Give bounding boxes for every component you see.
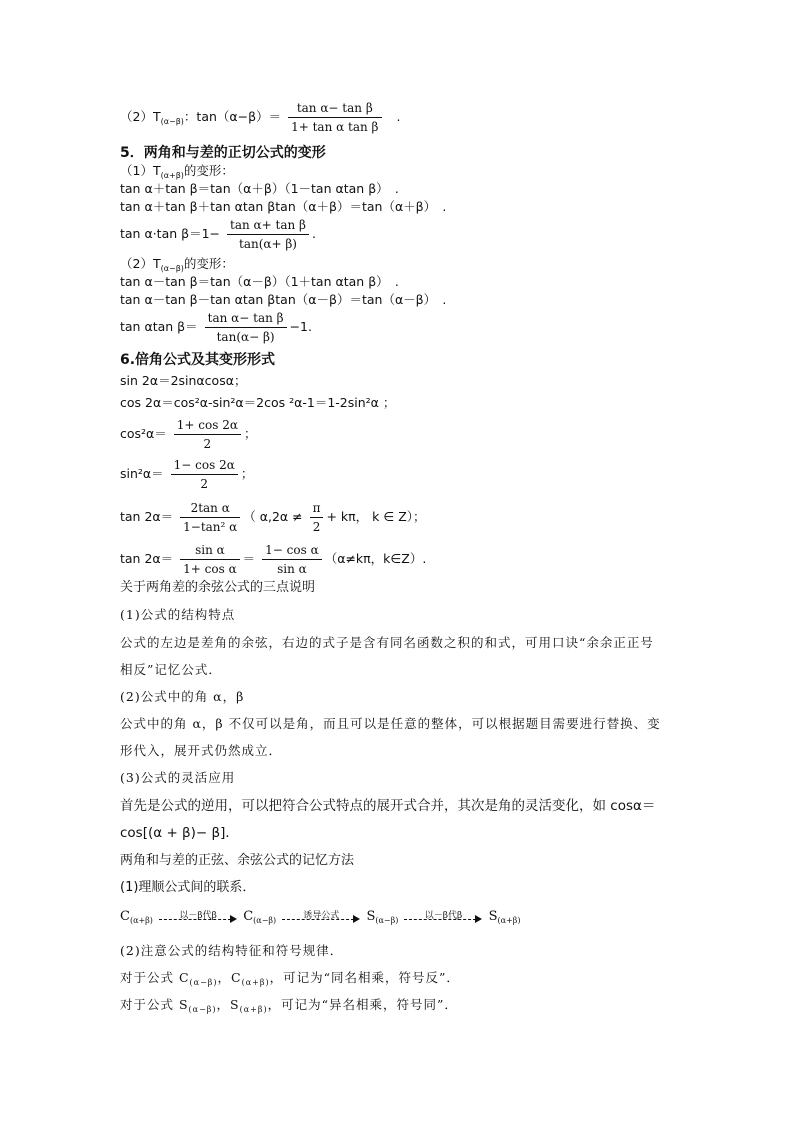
sec6-line-4 xyxy=(120,457,253,492)
memory-p4-c: ，可记为“异名相乘，符号同”． xyxy=(267,997,458,1012)
memory-p2: (2)注意公式的结构特征和符号规律． xyxy=(120,943,344,958)
sec5-sub1-sub: (α+β) xyxy=(160,171,184,180)
chain-arrow-1-label: 以－β代β xyxy=(179,910,217,921)
chain-c-plus-sub: (α+β) xyxy=(129,916,153,925)
chain-arrow-1 xyxy=(159,907,237,927)
sec6-l3-den: 2 xyxy=(203,437,212,451)
memory-p3-b: ，C xyxy=(217,970,242,985)
chain-arrow-2-label: 诱导公式 xyxy=(303,910,340,921)
chain-arrow-3-label: 以－β代β xyxy=(424,910,463,921)
arrow-right-icon xyxy=(230,915,237,923)
sec5-l3-prefix: tan α·tan β＝1− xyxy=(120,226,221,241)
memory-p3-c: ，可记为“同名相乘，符号反”． xyxy=(269,970,460,985)
sec5-line-6 xyxy=(120,310,312,345)
sec6-l4-num: 1− cos 2α xyxy=(171,457,238,475)
sec5-l3-fraction xyxy=(227,217,309,252)
sec6-l6-fraction-2 xyxy=(262,542,322,577)
cosine-notes-p1-body-2: 相反”记忆公式． xyxy=(120,662,222,677)
sec6-line-1: sin 2α＝2sinαcosα； xyxy=(120,373,247,388)
t-minus-sub: (α−β) xyxy=(160,117,184,126)
cosine-notes-p3-body-1: 首先是公式的逆用，可以把符合公式特点的展开式合并，其次是角的灵活变化，如 cosα＝ xyxy=(120,798,656,814)
chain-c-minus-sub: (α−β) xyxy=(253,916,277,925)
sec5-l6-suffix: −1. xyxy=(289,319,312,334)
sec6-l3-prefix: cos²α＝ xyxy=(120,426,167,441)
cosine-notes-title: 关于两角差的余弦公式的三点说明 xyxy=(120,580,316,595)
section-5-title: 5．两角和与差的正切公式的变形 xyxy=(120,145,326,161)
sec5-l6-fraction xyxy=(205,310,287,345)
sec6-l3-num: 1+ cos 2α xyxy=(174,417,241,435)
t-minus-num: tan α− tan β xyxy=(288,100,381,118)
cosine-notes-p3-head: (3)公式的灵活应用 xyxy=(120,770,236,785)
chain-c-minus: C xyxy=(243,909,254,924)
chain-c-plus: C xyxy=(120,909,130,924)
arrow-right-icon xyxy=(353,915,360,923)
sec6-l4-den: 2 xyxy=(200,477,209,491)
sec6-l6-eq: ＝ xyxy=(242,551,256,566)
sec6-l5-den: 1−tan² α xyxy=(183,520,238,534)
t-minus-den: 1+ tan α tan β xyxy=(291,120,379,134)
sec5-line-2: tan α＋tan β＋tan αtan βtan（α＋β）＝tan（α＋β） . xyxy=(120,199,447,214)
sec6-line-2: cos 2α＝cos²α-sin²α＝2cos ²α-1＝1-2sin²α ； xyxy=(120,395,396,410)
cosine-notes-p1-head: (1)公式的结构特点 xyxy=(120,607,236,622)
chain-s-plus: S xyxy=(488,909,498,924)
arrow-right-icon xyxy=(475,915,482,923)
sec5-sub2-suffix: 的变形： xyxy=(183,256,234,271)
sec6-l5-den2: 2 xyxy=(312,520,321,534)
sec6-line-3 xyxy=(120,417,256,452)
sec6-line-5 xyxy=(120,500,426,535)
sec5-l6-prefix: tan αtan β＝ xyxy=(120,319,198,334)
sec6-l4-suffix: ； xyxy=(240,466,254,481)
sec6-l6-prefix: tan 2α＝ xyxy=(120,551,174,566)
sec6-l6-den2: sin α xyxy=(277,562,307,576)
formula-chain xyxy=(120,906,521,928)
memory-p3-sub1: (α−β) xyxy=(189,978,218,987)
sec5-l6-num: tan α− tan β xyxy=(205,310,287,328)
chain-s-minus-sub: (α−β) xyxy=(375,916,399,925)
cosine-notes-p2-body-2: 形代入，展开式仍然成立． xyxy=(120,743,283,758)
sec6-l6-suffix: （α≠kπ，k∈Z）. xyxy=(324,551,427,566)
sec6-l3-fraction xyxy=(174,417,241,452)
sec5-sub1-prefix: （1）T xyxy=(120,163,161,178)
memory-p3-sub2: (α+β) xyxy=(241,978,270,987)
memory-p4-a: 对于公式 S xyxy=(120,997,189,1012)
sec5-line-3 xyxy=(120,217,316,252)
cosine-notes-p1-body-1: 公式的左边是差角的余弦，右边的式子是含有同名函数之积的和式，可用口诀“余余正正号 xyxy=(120,635,654,650)
sec6-l5-num: 2tan α xyxy=(180,500,240,518)
chain-s-plus-sub: (α+β) xyxy=(497,916,521,925)
sec6-l5-prefix: tan 2α＝ xyxy=(120,509,174,524)
t-minus-mid: ：tan（α−β）＝ xyxy=(183,109,282,124)
t-minus-prefix: （2）T xyxy=(120,109,161,124)
memory-p3-a: 对于公式 C xyxy=(120,970,190,985)
sec6-line-6 xyxy=(120,542,426,577)
memory-p4-sub1: (α−β) xyxy=(188,1005,217,1014)
sec5-l3-num: tan α+ tan β xyxy=(227,217,309,235)
section-6-title: 6.倍角公式及其变形形式 xyxy=(120,352,276,368)
memory-p4-b: ，S xyxy=(216,997,240,1012)
sec5-line-4: tan α－tan β＝tan（α－β）（1＋tan αtan β） . xyxy=(120,274,399,289)
sec5-sub1-suffix: 的变形： xyxy=(183,163,234,178)
t-minus-formula xyxy=(120,100,400,135)
sec6-l6-num2: 1− cos α xyxy=(262,542,322,560)
sec6-l5-fraction-2 xyxy=(310,500,324,535)
sec5-l6-den: tan(α− β) xyxy=(216,330,275,344)
memory-p4-sub2: (α+β) xyxy=(239,1005,268,1014)
sec6-l4-fraction xyxy=(171,457,238,492)
memory-p4 xyxy=(120,997,458,1018)
memory-title: 两角和与差的正弦、余弦公式的记忆方法 xyxy=(120,853,355,868)
sec5-sub2-sub: (α−β) xyxy=(160,264,184,273)
sec5-line-1: tan α＋tan β＝tan（α＋β）（1－tan αtan β） . xyxy=(120,181,399,196)
memory-p3 xyxy=(120,970,460,991)
chain-arrow-3 xyxy=(404,907,482,927)
chain-s-minus: S xyxy=(366,909,376,924)
sec6-l6-num: sin α xyxy=(180,542,240,560)
sec6-l4-prefix: sin²α＝ xyxy=(120,466,164,481)
cosine-notes-p3-body-2: cos[(α + β)− β]． xyxy=(120,825,239,841)
sec6-l6-den: 1+ cos α xyxy=(183,562,237,576)
sec6-l5-fraction xyxy=(180,500,240,535)
sec6-l6-fraction xyxy=(180,542,240,577)
chain-arrow-2 xyxy=(282,907,360,927)
sec6-l5-mid: （ α,2α ≠ xyxy=(243,509,303,524)
sec5-sub2-prefix: （2）T xyxy=(120,256,161,271)
sec5-l3-suffix: . xyxy=(311,226,316,241)
cosine-notes-p2-body-1: 公式中的角 α，β 不仅可以是角，而且可以是任意的整体，可以根据题目需要进行替换、变 xyxy=(120,716,661,731)
t-minus-suffix: . xyxy=(396,109,401,124)
sec6-l5-suffix: + kπ， k ∈ Z）； xyxy=(326,509,426,524)
memory-p1: (1)理顺公式间的联系． xyxy=(120,880,256,895)
sec6-l3-suffix: ； xyxy=(243,426,257,441)
sec5-l3-den: tan(α+ β) xyxy=(239,237,297,251)
sec6-l5-num2: π xyxy=(310,500,324,518)
t-minus-fraction xyxy=(288,100,381,135)
cosine-notes-p2-head: (2)公式中的角 α，β xyxy=(120,689,245,704)
sec5-line-5: tan α－tan β－tan αtan βtan（α－β）＝tan（α－β） . xyxy=(120,292,447,307)
